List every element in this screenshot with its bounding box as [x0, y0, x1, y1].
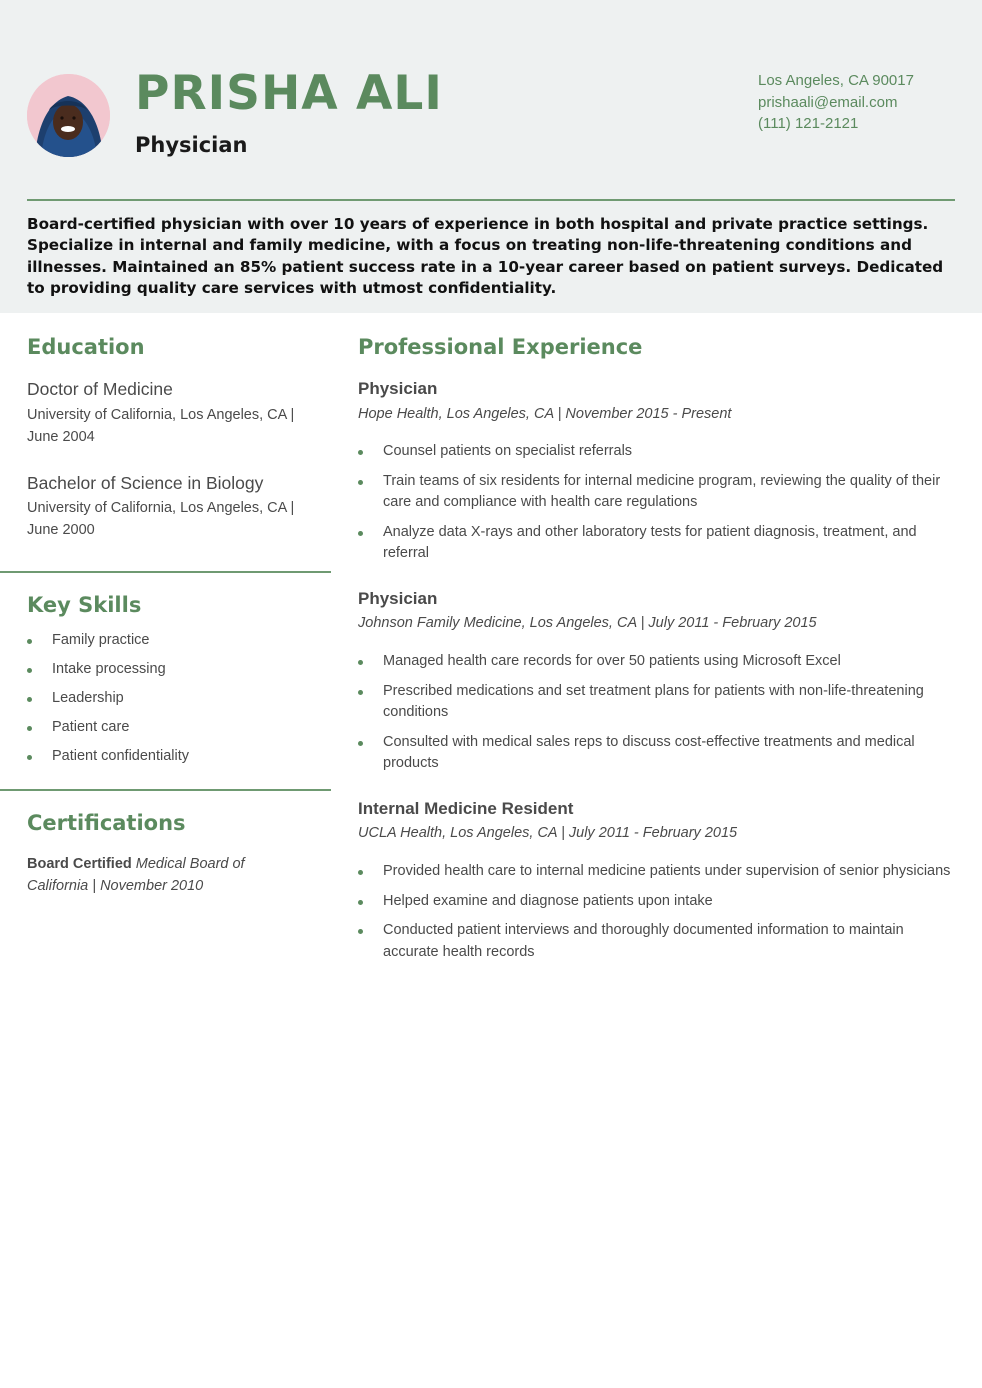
duty-item — [358, 471, 953, 514]
experience-heading: Professional Experience — [358, 335, 643, 359]
bullet-icon — [358, 660, 363, 665]
certification-detail: Medical Board of California | November 2010 — [27, 856, 245, 894]
avatar — [27, 74, 110, 157]
skill-label: Patient care — [52, 719, 130, 735]
contact-phone[interactable]: (111) 121-2121 — [758, 115, 859, 132]
bullet-icon — [358, 900, 363, 905]
bullet-icon — [358, 531, 363, 536]
certifications-heading: Certifications — [27, 811, 186, 835]
skill-label: Family practice — [52, 632, 150, 648]
bullet-icon — [358, 741, 363, 746]
duty-text: Conducted patient interviews and thoroughly documented information to maintain accurate health records — [383, 922, 904, 960]
certification-entry — [27, 854, 307, 897]
duty-text: Consulted with medical sales reps to discuss cost-effective treatments and medical products — [383, 733, 915, 771]
bullet-icon — [27, 755, 32, 760]
skill-label: Intake processing — [52, 661, 166, 677]
bullet-icon — [27, 697, 32, 702]
duty-item — [358, 732, 953, 775]
duty-item — [358, 522, 953, 565]
duty-text: Provided health care to internal medicine patients under supervision of senior physicians — [383, 863, 951, 879]
duty-text: Prescribed medications and set treatment plans for patients with non-life-threatening conditions — [383, 682, 924, 720]
job-title: Physician — [358, 379, 438, 398]
bullet-icon — [358, 480, 363, 485]
skill-item — [27, 746, 189, 775]
header-band — [0, 0, 982, 313]
duty-item — [358, 441, 953, 463]
duty-item — [358, 891, 953, 913]
profile-photo — [27, 74, 110, 157]
skill-item — [27, 659, 189, 688]
duty-item — [358, 861, 953, 883]
duty-text: Helped examine and diagnose patients upon intake — [383, 892, 713, 909]
duty-text: Managed health care records for over 50 patients using Microsoft Excel — [383, 653, 841, 669]
certification-name: Board Certified — [27, 856, 132, 872]
duties-list — [358, 441, 953, 573]
duties-list — [358, 651, 953, 783]
duty-item — [358, 651, 953, 673]
skills-list — [27, 630, 189, 775]
education-degree: Doctor of Medicine — [27, 379, 173, 399]
job-meta: UCLA Health, Los Angeles, CA | July 2011 - February 2015 — [358, 825, 738, 841]
bullet-icon — [358, 929, 363, 934]
section-divider — [0, 571, 331, 573]
duty-text: Analyze data X-rays and other laboratory tests for patient diagnosis, treatment, and referral — [383, 523, 917, 561]
bullet-icon — [358, 870, 363, 875]
bullet-icon — [358, 450, 363, 455]
duty-item — [358, 681, 953, 724]
job-title: Internal Medicine Resident — [358, 799, 574, 818]
bullet-icon — [27, 726, 32, 731]
duty-text: Counsel patients on specialist referrals — [383, 443, 633, 459]
duty-text: Train teams of six residents for internal medicine program, reviewing the quality of their care and compliance with health care regulations — [383, 472, 941, 510]
contact-email[interactable]: prishaali@email.com — [758, 93, 898, 111]
skill-item — [27, 717, 189, 746]
job-title-header: Physician — [135, 133, 248, 157]
education-heading: Education — [27, 335, 145, 359]
header-divider — [27, 199, 955, 201]
section-divider — [0, 789, 331, 791]
education-degree: Bachelor of Science in Biology — [27, 473, 264, 493]
job-meta: Johnson Family Medicine, Los Angeles, CA | July 2011 - February 2015 — [358, 615, 817, 631]
skills-heading: Key Skills — [27, 593, 142, 617]
education-school: University of California, Los Angeles, CA | June 2000 — [27, 500, 295, 538]
job-meta: Hope Health, Los Angeles, CA | November 2015 - Present — [358, 406, 732, 422]
contact-location: Los Angeles, CA 90017 — [758, 72, 914, 89]
education-school: University of California, Los Angeles, CA | June 2004 — [27, 407, 295, 445]
skill-item — [27, 688, 189, 717]
bullet-icon — [27, 668, 32, 673]
candidate-name: PRISHA ALI — [135, 66, 443, 121]
duties-list — [358, 861, 953, 971]
bullet-icon — [27, 639, 32, 644]
job-title: Physician — [358, 589, 438, 608]
skill-label: Leadership — [52, 690, 124, 706]
bullet-icon — [358, 690, 363, 695]
professional-summary: Board-certified physician with over 10 years of experience in both hospital and private practice settings. Specialize in internal and family medicine, with a focus on treating non-life-threatening conditions and illnesses. Maintained an 85% patient success rate in a 10-year career based on patient surveys. Dedicated to providing quality care services with utmost confidentiality. — [27, 215, 944, 298]
skill-item — [27, 630, 189, 659]
skill-label: Patient confidentiality — [52, 748, 190, 764]
contact-block — [758, 70, 914, 135]
duty-item — [358, 920, 953, 963]
